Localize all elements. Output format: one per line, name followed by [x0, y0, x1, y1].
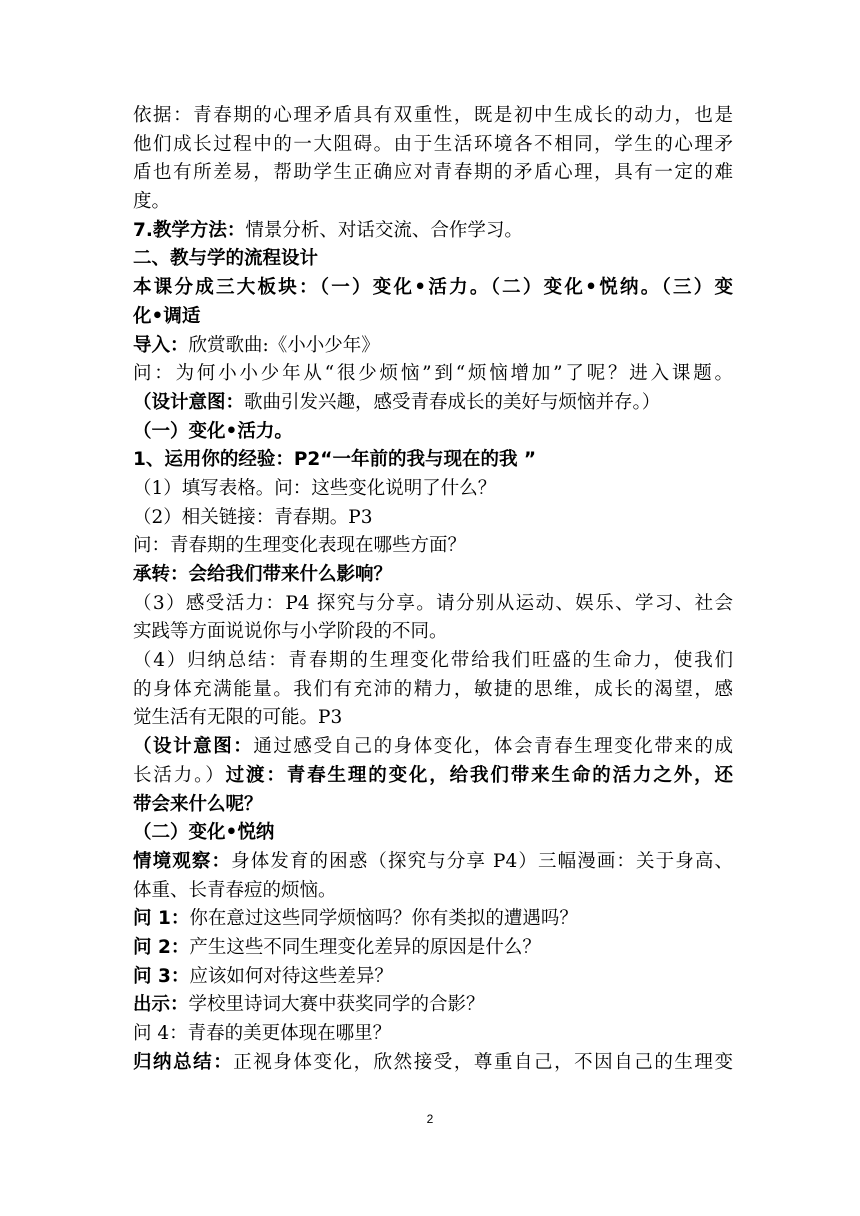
bold-text-run: 问 3： [133, 965, 190, 987]
bold-text-run: 7.教学方法： [133, 219, 246, 241]
bold-text-run: （设计意图： [133, 391, 245, 413]
text-run: 问：青春期的生理变化表现在哪些方面？ [133, 535, 467, 557]
text-line [133, 475, 733, 504]
text-line [133, 762, 733, 791]
bold-text-run: 1、运用你的经验：P2“一年前的我与现在的我 ” [133, 449, 537, 471]
text-line [133, 274, 733, 303]
document-body [133, 102, 733, 1077]
text-line [133, 905, 733, 934]
text-run: （2）相关链接：青春期。P3 [133, 506, 373, 528]
bold-text-run: 带会来什么呢？ [133, 793, 263, 815]
bold-text-run: 出示： [133, 994, 189, 1016]
text-line [133, 217, 733, 246]
text-line [133, 188, 733, 217]
text-line [133, 733, 733, 762]
text-run: 情景分析、对话交流、合作学习。 [245, 219, 523, 241]
text-run: 正视身体变化，欣然接受，尊重自己，不因自己的生理变 [233, 1051, 733, 1073]
text-run: 问 4：青春的美更体现在哪里？ [133, 1023, 392, 1044]
text-run: 问：为何小小少年从“很少烦恼”到“烦恼增加”了呢？进入课题。 [133, 363, 733, 385]
bold-text-run: 本课分成三大板块：（一）变化•活力。（二）变化•悦纳。（三）变 [133, 277, 733, 299]
text-line [133, 934, 733, 963]
bold-text-run: （一）变化•活力。 [133, 420, 293, 442]
text-run: 歌曲引发兴趣，感受青春成长的美好与烦恼并存。） [244, 391, 661, 413]
text-line [133, 1049, 733, 1078]
text-line [133, 647, 733, 676]
text-line [133, 848, 733, 877]
text-line [133, 389, 733, 418]
bold-text-run: 二、教与学的流程设计 [133, 248, 319, 270]
text-line [133, 332, 733, 361]
text-run: 他们成长过程中的一大阻碍。由于生活环境各不相同，学生的心理矛 [133, 133, 733, 155]
page-number: 2 [426, 1112, 434, 1126]
text-line [133, 245, 733, 274]
text-run: 产生这些不同生理变化差异的原因是什么？ [189, 936, 541, 958]
text-run: 通过感受自己的身体变化，体会青春生理变化带来的成 [253, 736, 733, 758]
text-run: （1）填写表格。问：这些变化说明了什么？ [133, 477, 497, 499]
text-line [133, 504, 733, 533]
bold-text-run: （二）变化•悦纳 [133, 822, 275, 844]
text-line [133, 676, 733, 705]
text-run: 盾也有所差易，帮助学生正确应对青春期的矛盾心理，具有一定的难 [133, 162, 733, 184]
text-run: 体重、长青春痘的烦恼。 [133, 879, 337, 901]
text-line [133, 819, 733, 848]
text-run: 你在意过这些同学烦恼吗？你有类拟的遭遇吗？ [189, 908, 578, 930]
text-line [133, 704, 733, 733]
text-line [133, 991, 733, 1020]
text-line [133, 360, 733, 389]
bold-text-run: 导入： [133, 334, 189, 356]
text-line [133, 877, 733, 906]
text-line [133, 102, 733, 131]
text-run: 觉生活有无限的可能。P3 [133, 707, 343, 729]
text-run: 度。 [133, 191, 171, 213]
bold-text-run: 承转：会给我们带来什么影响？ [133, 564, 393, 585]
text-run: 实践等方面说说你与小学阶段的不同。 [133, 621, 448, 643]
text-line [133, 446, 733, 475]
bold-text-run: （设计意图： [133, 736, 254, 758]
text-line [133, 618, 733, 647]
text-line [133, 963, 733, 992]
bold-text-run: 归纳总结： [133, 1051, 234, 1073]
text-run: 的身体充满能量。我们有充沛的精力，敏捷的思维，成长的渴望，感 [133, 678, 733, 700]
bold-text-run: 情境观察： [133, 850, 232, 872]
text-line [133, 590, 733, 619]
bold-text-run: 问 2： [133, 936, 190, 958]
text-line [133, 159, 733, 188]
bold-text-run: 化•调适 [133, 305, 201, 327]
text-line [133, 791, 733, 820]
text-run: 长活力。） [133, 764, 226, 786]
text-line [133, 532, 733, 561]
text-run: 身体发育的困惑（探究与分享 P4）三幅漫画：关于身高、 [231, 850, 733, 872]
bold-text-run: 问 1： [133, 908, 190, 930]
text-run: 依据：青春期的心理矛盾具有双重性，既是初中生成长的动力，也是 [133, 105, 733, 126]
text-run: 欣赏歌曲:《小小少年》 [188, 334, 380, 356]
text-run: 应该如何对待这些差异？ [189, 965, 393, 987]
text-line [133, 561, 733, 590]
text-line [133, 303, 733, 332]
text-line [133, 131, 733, 160]
text-run: （4）归纳总结：青春期的生理变化带给我们旺盛的生命力，使我们 [133, 650, 733, 672]
text-run: （3）感受活力：P4 探究与分享。请分别从运动、娱乐、学习、社会 [133, 592, 733, 614]
text-run: 学校里诗词大赛中获奖同学的合影？ [188, 994, 485, 1016]
text-line [133, 1020, 733, 1049]
text-line [133, 418, 733, 447]
bold-text-run: 过渡：青春生理的变化，给我们带来生命的活力之外，还 [225, 764, 733, 786]
